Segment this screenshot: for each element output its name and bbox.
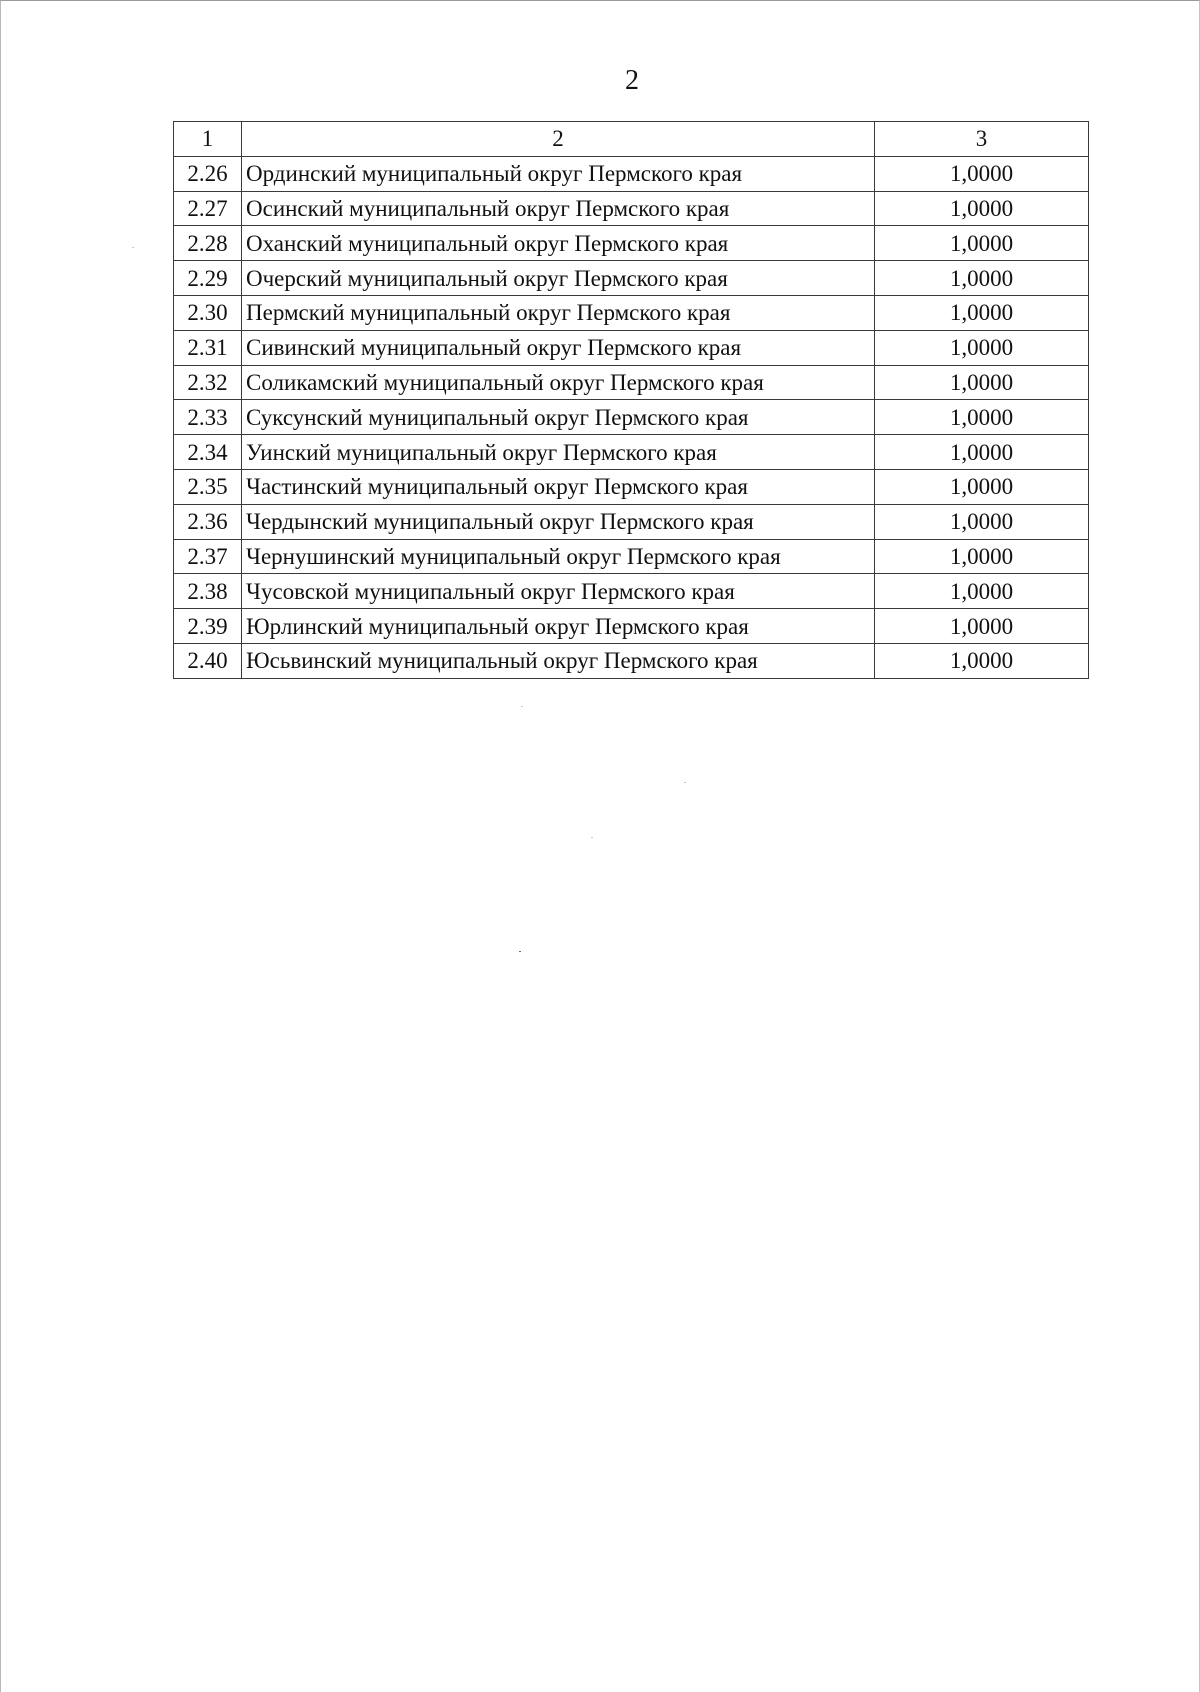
scan-speck — [519, 951, 521, 952]
coefficient-value: 1,0000 — [875, 365, 1089, 400]
row-number: 2.30 — [174, 295, 242, 330]
row-number: 2.35 — [174, 469, 242, 504]
coefficient-value: 1,0000 — [875, 400, 1089, 435]
column-header-2: 2 — [242, 122, 875, 157]
coefficient-value: 1,0000 — [875, 330, 1089, 365]
municipality-name: Чернушинский муниципальный округ Пермского края — [242, 539, 875, 574]
municipality-name: Юрлинский муниципальный округ Пермского края — [242, 609, 875, 644]
coefficient-value: 1,0000 — [875, 435, 1089, 470]
municipality-name: Сивинский муниципальный округ Пермского края — [242, 330, 875, 365]
coefficient-value: 1,0000 — [875, 226, 1089, 261]
coefficient-value: 1,0000 — [875, 295, 1089, 330]
row-number: 2.39 — [174, 609, 242, 644]
municipality-name: Частинский муниципальный округ Пермского края — [242, 469, 875, 504]
page-number: 2 — [625, 65, 639, 96]
row-number: 2.26 — [174, 156, 242, 191]
coefficient-value: 1,0000 — [875, 574, 1089, 609]
scan-speck — [684, 782, 686, 783]
row-number: 2.38 — [174, 574, 242, 609]
coefficient-value: 1,0000 — [875, 191, 1089, 226]
table-header-row — [174, 122, 1089, 157]
table-row — [174, 504, 1089, 539]
table-row — [174, 261, 1089, 296]
table-row — [174, 539, 1089, 574]
table-row — [174, 574, 1089, 609]
coefficient-table — [173, 121, 1089, 679]
municipality-name: Чусовской муниципальный округ Пермского края — [242, 574, 875, 609]
column-header-1: 1 — [174, 122, 242, 157]
scan-speck — [591, 837, 593, 838]
table-row — [174, 643, 1089, 678]
coefficient-value: 1,0000 — [875, 609, 1089, 644]
scan-speck — [132, 247, 134, 248]
municipality-name: Чердынский муниципальный округ Пермского края — [242, 504, 875, 539]
municipality-name: Оханский муниципальный округ Пермского края — [242, 226, 875, 261]
municipality-name: Очерский муниципальный округ Пермского края — [242, 261, 875, 296]
municipality-name: Юсьвинский муниципальный округ Пермского края — [242, 643, 875, 678]
coefficient-value: 1,0000 — [875, 539, 1089, 574]
row-number: 2.36 — [174, 504, 242, 539]
row-number: 2.40 — [174, 643, 242, 678]
table-row — [174, 435, 1089, 470]
municipality-name: Ординский муниципальный округ Пермского края — [242, 156, 875, 191]
row-number: 2.28 — [174, 226, 242, 261]
table-row — [174, 609, 1089, 644]
row-number: 2.37 — [174, 539, 242, 574]
table-row — [174, 469, 1089, 504]
coefficient-value: 1,0000 — [875, 156, 1089, 191]
table-row — [174, 295, 1089, 330]
scan-speck — [521, 706, 523, 707]
municipality-name: Пермский муниципальный округ Пермского края — [242, 295, 875, 330]
row-number: 2.33 — [174, 400, 242, 435]
row-number: 2.34 — [174, 435, 242, 470]
municipality-name: Уинский муниципальный округ Пермского края — [242, 435, 875, 470]
row-number: 2.29 — [174, 261, 242, 296]
table-row — [174, 400, 1089, 435]
row-number: 2.31 — [174, 330, 242, 365]
row-number: 2.27 — [174, 191, 242, 226]
municipality-name: Суксунский муниципальный округ Пермского края — [242, 400, 875, 435]
coefficient-value: 1,0000 — [875, 643, 1089, 678]
table-row — [174, 330, 1089, 365]
table-row — [174, 191, 1089, 226]
table-row — [174, 365, 1089, 400]
table-body — [174, 122, 1089, 679]
municipality-name: Осинский муниципальный округ Пермского края — [242, 191, 875, 226]
coefficient-value: 1,0000 — [875, 504, 1089, 539]
coefficient-value: 1,0000 — [875, 261, 1089, 296]
table-row — [174, 156, 1089, 191]
coefficient-value: 1,0000 — [875, 469, 1089, 504]
row-number: 2.32 — [174, 365, 242, 400]
municipality-name: Соликамский муниципальный округ Пермского края — [242, 365, 875, 400]
column-header-3: 3 — [875, 122, 1089, 157]
table-row — [174, 226, 1089, 261]
